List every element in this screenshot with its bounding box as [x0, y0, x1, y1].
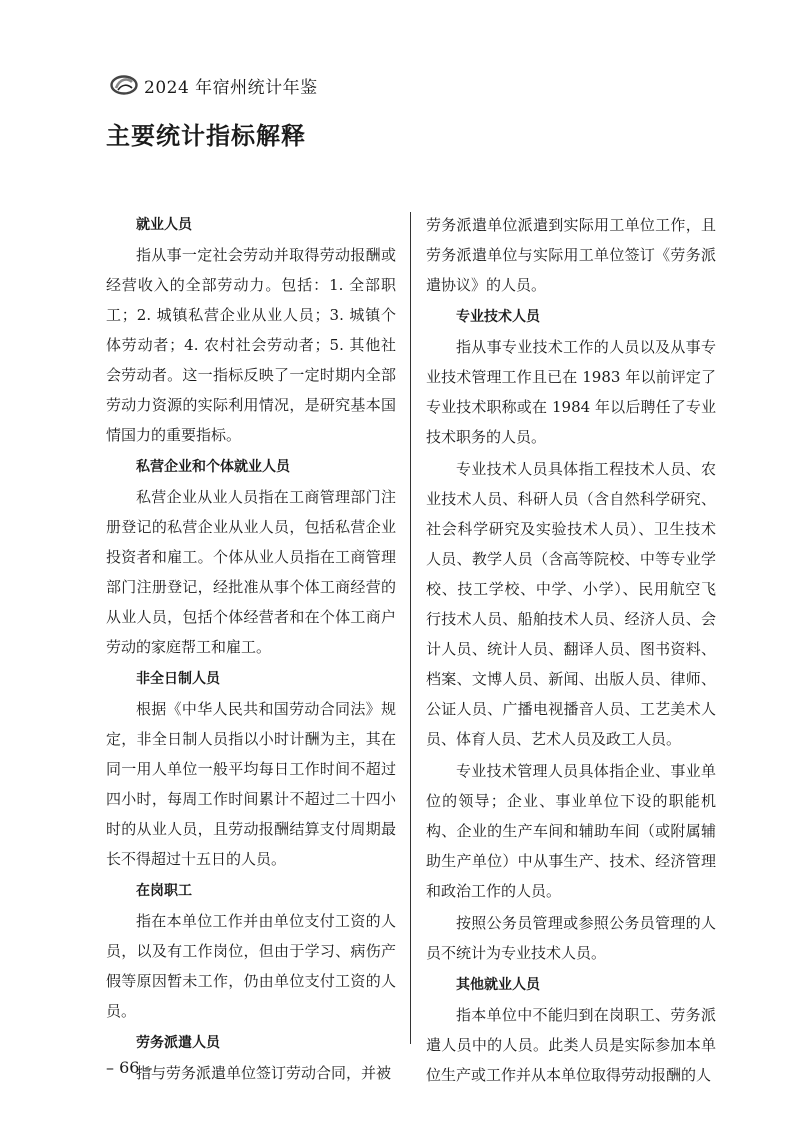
column-divider — [410, 212, 411, 1044]
section-heading: 私营企业和个体就业人员 — [136, 459, 290, 475]
page-title: 主要统计指标解释 — [106, 122, 306, 150]
section-heading: 就业人员 — [136, 217, 192, 233]
section-heading: 非全日制人员 — [136, 671, 220, 687]
section-heading: 在岗职工 — [136, 883, 192, 899]
paragraph: 按照公务员管理或参照公务员管理的人员不统计为专业技术人员。 — [426, 914, 716, 962]
page-number: – 66 – — [106, 1058, 153, 1077]
left-column — [106, 210, 396, 1090]
paragraph: 专业技术人员具体指工程技术人员、农业技术人员、科研人员（含自然科学研究、社会科学研究及实验技术人员）、卫生技术人员、教学人员（含高等院校、中等专业学校、技工学校、中学、小学）、民用航空飞行技术人员、船舶技术人员、经济人员、会计人员、统计人员、翻译人员、图书资料、档案、文博人员、新闻、出版人员、律师、公证人员、广播电视播音人员、工艺美术人员、体育人员、艺术人员及政工人员。 — [426, 460, 716, 748]
section-heading: 专业技术人员 — [456, 309, 540, 325]
paragraph: 指在本单位工作并由单位支付工资的人员，以及有工作岗位，但由于学习、病伤产假等原因暂未工作，仍由单位支付工资的人员。 — [106, 912, 396, 1020]
paragraph: 专业技术管理人员具体指企业、事业单位的领导；企业、事业单位下设的职能机构、企业的生产车间和辅助车间（或附属辅助生产单位）中从事生产、技术、经济管理和政治工作的人员。 — [426, 762, 716, 900]
paragraph: 根据《中华人民共和国劳动合同法》规定，非全日制人员指以小时计酬为主，其在同一用人单位一般平均每日工作时间不超过四小时，每周工作时间累计不超过二十四小时的从业人员，且劳动报酬结算支付周期最长不得超过十五日的人员。 — [106, 700, 396, 868]
section-heading: 劳务派遣人员 — [136, 1035, 220, 1051]
paragraph: 私营企业从业人员指在工商管理部门注册登记的私营企业从业人员，包括私营企业投资者和雇工。个体从业人员指在工商管理部门注册登记，经批准从事个体工商经营的从业人员，包括个体经营者和在个体工商户劳动的家庭帮工和雇工。 — [106, 488, 396, 656]
paragraph: 指本单位中不能归到在岗职工、劳务派遣人员中的人员。此类人员是实际参加本单位生产或工作并从本单位取得劳动报酬的人 — [426, 1006, 716, 1084]
paragraph: 指从事一定社会劳动并取得劳动报酬或经营收入的全部劳动力。包括：1. 全部职工；2. 城镇私营企业从业人员；3. 城镇个体劳动者；4. 农村社会劳动者；5. 其他社会劳动者。这一指标反映了一定时期内全部劳动力资源的实际利用情况，是研究基本国情国力的重要指标。 — [106, 246, 396, 444]
running-header — [110, 70, 318, 100]
section-heading: 其他就业人员 — [456, 977, 540, 993]
paragraph: 指与劳务派遣单位签订劳动合同，并被 — [136, 1064, 392, 1082]
paragraph: 指从事专业技术工作的人员以及从事专业技术管理工作且已在 1983 年以前评定了专业技术职称或在 1984 年以后聘任了专业技术职务的人员。 — [426, 338, 716, 446]
yearbook-logo-icon — [110, 74, 138, 96]
paragraph: 劳务派遣单位派遣到实际用工单位工作，且劳务派遣单位与实际用工单位签订《劳务派遣协议》的人员。 — [426, 216, 716, 294]
running-header-title: 2024 年宿州统计年鉴 — [144, 77, 318, 98]
right-column — [426, 210, 716, 1092]
